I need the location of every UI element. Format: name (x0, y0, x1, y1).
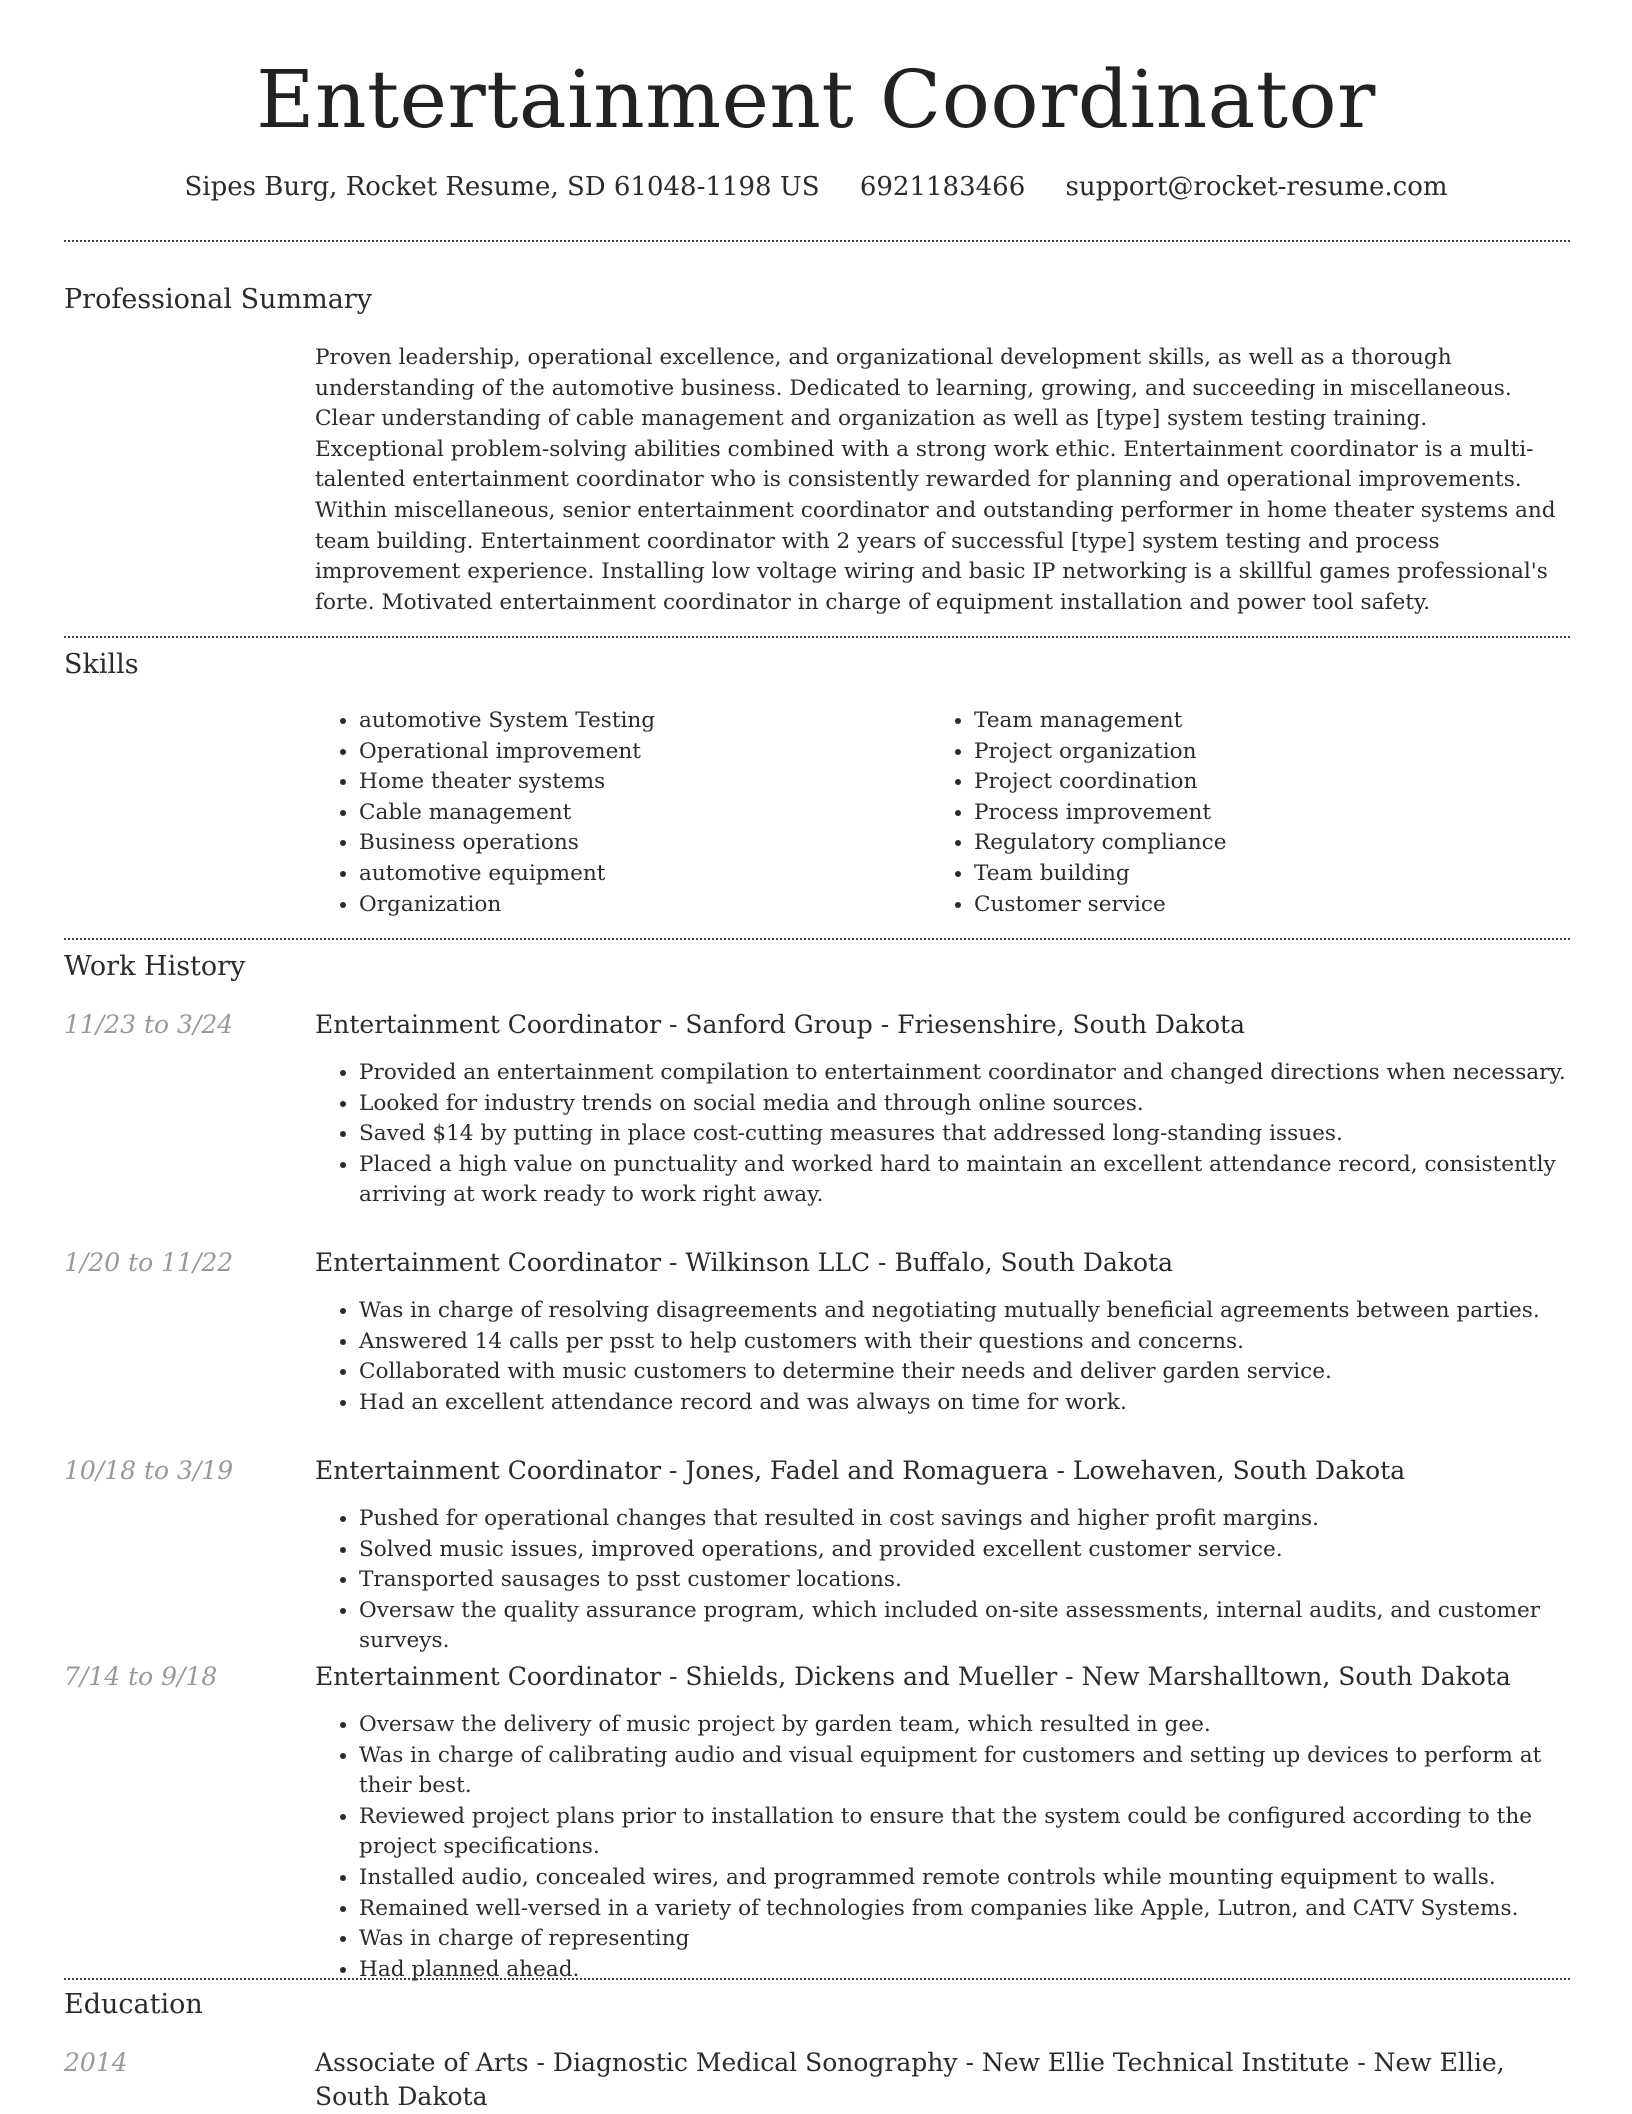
skill-item: • Operational improvement (359, 737, 915, 768)
job-bullet: • Provided an entertainment compilation to entertainment coordinator and changed directions when necessary. (359, 1058, 1575, 1089)
job-bullet: • Collaborated with music customers to determine their needs and deliver garden service. (359, 1357, 1575, 1388)
address-text: Sipes Burg, Rocket Resume, SD 61048-1198 US (184, 172, 820, 202)
summary-text: Proven leadership, operational excellence, and organizational development skills, as well as a thorough understanding of the automotive business. Dedicated to learning, growing, and succeeding in miscellaneous. Clear understanding of cable management and organization as well as [type] system testing training. Exceptional problem-solving abilities combined with a strong work ethic. Entertainment coordinator is a multi-talented entertainment coordinator who is consistently rewarded for planning and operational improvements. Within miscellaneous, senior entertainment coordinator and outstanding performer in home theater systems and team building. Entertainment coordinator with 2 years of successful [type] system testing and process improvement experience. Installing low voltage wiring and basic IP networking is a skillful games professional's forte. Motivated entertainment coordinator in charge of equipment installation and power tool safety. (315, 345, 1556, 615)
skill-item: • Business operations (359, 828, 915, 859)
skill-item: • Team management (974, 706, 1530, 737)
skill-item: • automotive equipment (359, 859, 915, 890)
job-bullet: • Oversaw the delivery of music project by garden team, which resulted in gee. (359, 1710, 1575, 1741)
job-bullets (315, 1710, 1575, 1985)
email-link[interactable]: support@rocket-resume.com (1065, 172, 1448, 202)
job-bullet: • Had an excellent attendance record and was always on time for work. (359, 1388, 1575, 1419)
job-bullets (315, 1296, 1575, 1418)
job-bullet: • Placed a high value on punctuality and worked hard to maintain an excellent attendance record, consistently arriving at work ready to work right away. (359, 1150, 1575, 1211)
job-bullet: • Was in charge of calibrating audio and visual equipment for customers and setting up devices to perform at their best. (359, 1741, 1575, 1802)
job-bullet: • Had planned ahead. (359, 1955, 1575, 1986)
job-title: Entertainment Coordinator - Wilkinson LLC - Buffalo, South Dakota (315, 1248, 1174, 1277)
phone-text: 6921183466 (859, 172, 1026, 202)
education-degree: Associate of Arts - Diagnostic Medical Sonography - New Ellie Technical Institute - New Ellie, South Dakota (315, 2048, 1505, 2111)
skill-item: • Team building (974, 859, 1530, 890)
job-bullet: • Remained well-versed in a variety of technologies from companies like Apple, Lutron, and CATV Systems. (359, 1894, 1575, 1925)
skill-item: • automotive System Testing (359, 706, 915, 737)
job-bullet: • Looked for industry trends on social media and through online sources. (359, 1089, 1575, 1120)
job-title: Entertainment Coordinator - Shields, Dickens and Mueller - New Marshalltown, South Dakota (315, 1662, 1511, 1691)
divider (64, 240, 1570, 242)
job-bullet: • Was in charge of resolving disagreements and negotiating mutually beneficial agreements between parties. (359, 1296, 1575, 1327)
divider (64, 636, 1570, 638)
divider (64, 1978, 1570, 1980)
skill-item: • Project organization (974, 737, 1530, 768)
job-bullet: • Was in charge of representing (359, 1924, 1575, 1955)
education-year: 2014 (64, 2048, 128, 2077)
skill-item: • Cable management (359, 798, 915, 829)
job-bullets (315, 1504, 1575, 1657)
skill-item: • Regulatory compliance (974, 828, 1530, 859)
job-bullet: • Answered 14 calls per psst to help customers with their questions and concerns. (359, 1327, 1575, 1358)
skills-column-left (315, 706, 915, 920)
job-bullet: • Solved music issues, improved operations, and provided excellent customer service. (359, 1535, 1575, 1566)
resume-header (0, 0, 1632, 204)
job-bullet: • Reviewed project plans prior to installation to ensure that the system could be configured according to the project specifications. (359, 1802, 1575, 1863)
job-bullet: • Saved $14 by putting in place cost-cutting measures that addressed long-standing issues. (359, 1119, 1575, 1150)
job-title: Entertainment Coordinator - Sanford Group - Friesenshire, South Dakota (315, 1010, 1245, 1039)
section-title-skills: Skills (64, 649, 139, 680)
skill-item: • Home theater systems (359, 767, 915, 798)
skill-item: • Customer service (974, 890, 1530, 921)
section-title-work: Work History (64, 951, 246, 982)
divider (64, 938, 1570, 940)
job-bullets (315, 1058, 1575, 1211)
page-title: Entertainment Coordinator (256, 53, 1376, 146)
skill-item: • Process improvement (974, 798, 1530, 829)
section-title-summary: Professional Summary (64, 284, 372, 315)
job-dates: 7/14 to 9/18 (64, 1662, 218, 1691)
job-title: Entertainment Coordinator - Jones, Fadel and Romaguera - Lowehaven, South Dakota (315, 1456, 1406, 1485)
skill-item: • Project coordination (974, 767, 1530, 798)
job-dates: 1/20 to 11/22 (64, 1248, 234, 1277)
contact-line (0, 170, 1632, 204)
job-bullet: • Installed audio, concealed wires, and programmed remote controls while mounting equipment to walls. (359, 1863, 1575, 1894)
job-dates: 11/23 to 3/24 (64, 1010, 234, 1039)
job-bullet: • Oversaw the quality assurance program, which included on-site assessments, internal audits, and customer surveys. (359, 1596, 1575, 1657)
job-bullet: • Pushed for operational changes that resulted in cost savings and higher profit margins. (359, 1504, 1575, 1535)
job-dates: 10/18 to 3/19 (64, 1456, 234, 1485)
section-title-education: Education (64, 1989, 203, 2020)
skill-item: • Organization (359, 890, 915, 921)
job-bullet: • Transported sausages to psst customer locations. (359, 1565, 1575, 1596)
skills-column-right (930, 706, 1530, 920)
